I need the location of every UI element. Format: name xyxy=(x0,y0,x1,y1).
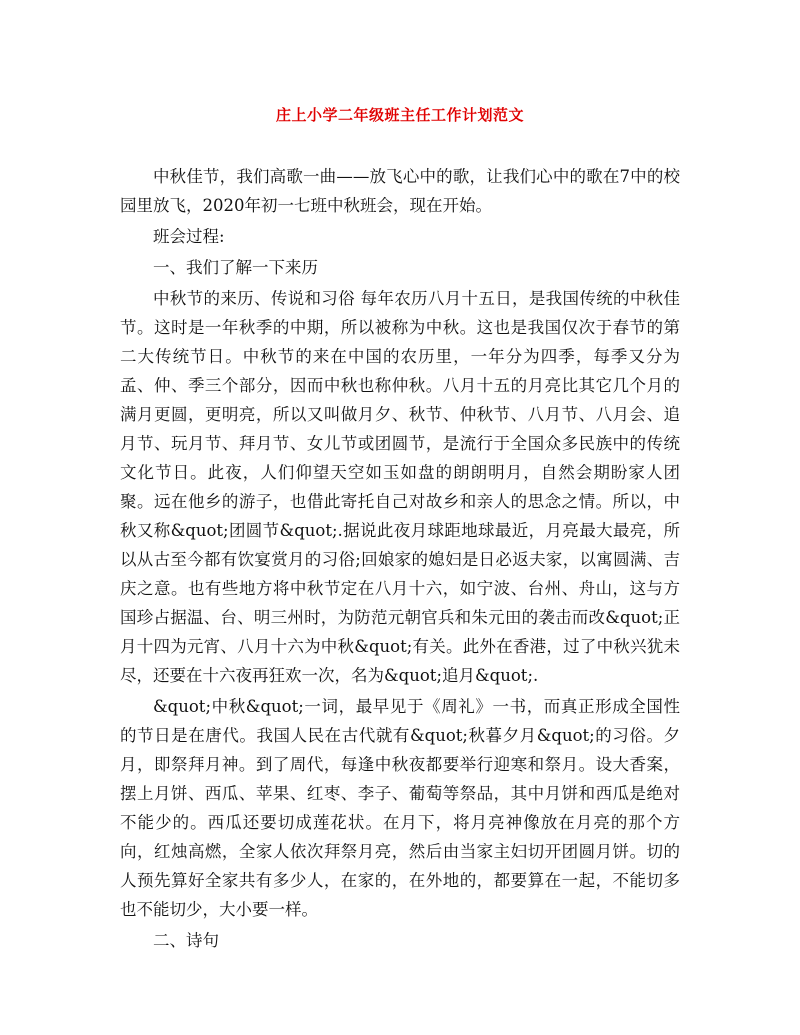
section-heading-poems: 二、诗句 xyxy=(153,931,219,950)
document-body xyxy=(120,162,680,957)
page-title: 庄上小学二年级班主任工作计划范文 xyxy=(275,106,524,124)
section-heading-origin: 一、我们了解一下来历 xyxy=(153,258,318,277)
paragraph-intro: 中秋佳节，我们高歌一曲——放飞心中的歌，让我们心中的歌在7中的校园里放飞，2020年初一七班中秋班会，现在开始。 xyxy=(120,167,680,215)
paragraph-origin: 中秋节的来历、传说和习俗 每年农历八月十五日，是我国传统的中秋佳节。这时是一年秋季的中期，所以被称为中秋。这也是我国仅次于春节的第二大传统节日。中秋节的来在中国的农历里，一年分为四季，每季又分为孟、仲、季三个部分，因而中秋也称仲秋。八月十五的月亮比其它几个月的满月更圆，更明亮，所以又叫做月夕、秋节、仲秋节、八月节、八月会、追月节、玩月节、拜月节、女儿节或团圆节，是流行于全国众多民族中的传统文化节日。此夜，人们仰望天空如玉如盘的朗朗明月，自然会期盼家人团聚。远在他乡的游子，也借此寄托自己对故乡和亲人的思念之情。所以，中秋又称&quot;团圆节&quot;.据说此夜月球距地球最近，月亮最大最亮，所以从古至今都有饮宴赏月的习俗;回娘家的媳妇是日必返夫家，以寓圆满、吉庆之意。也有些地方将中秋节定在八月十六，如宁波、台州、舟山，这与方国珍占据温、台、明三州时，为防范元朝官兵和朱元田的袭击而改&quot;正月十四为元宵、八月十六为中秋&quot;有关。此外在香港，过了中秋兴犹未尽，还要在十六夜再狂欢一次，名为&quot;追月&quot;. xyxy=(120,289,680,685)
paragraph-process-heading: 班会过程: xyxy=(153,227,225,246)
paragraph-history: &quot;中秋&quot;一词，最早见于《周礼》一书，而真正形成全国性的节日是在唐代。我国人民在古代就有&quot;秋暮夕月&quot;的习俗。夕月，即祭拜月神。到了周代，每逢中秋夜都要举行迎寒和祭月。设大香案，摆上月饼、西瓜、苹果、红枣、李子、葡萄等祭品，其中月饼和西瓜是绝对不能少的。西瓜还要切成莲花状。在月下，将月亮神像放在月亮的那个方向，红烛高燃，全家人依次拜祭月亮，然后由当家主妇切开团圆月饼。切的人预先算好全家共有多少人，在家的，在外地的，都要算在一起，不能切多也不能切少，大小要一样。 xyxy=(120,697,680,919)
